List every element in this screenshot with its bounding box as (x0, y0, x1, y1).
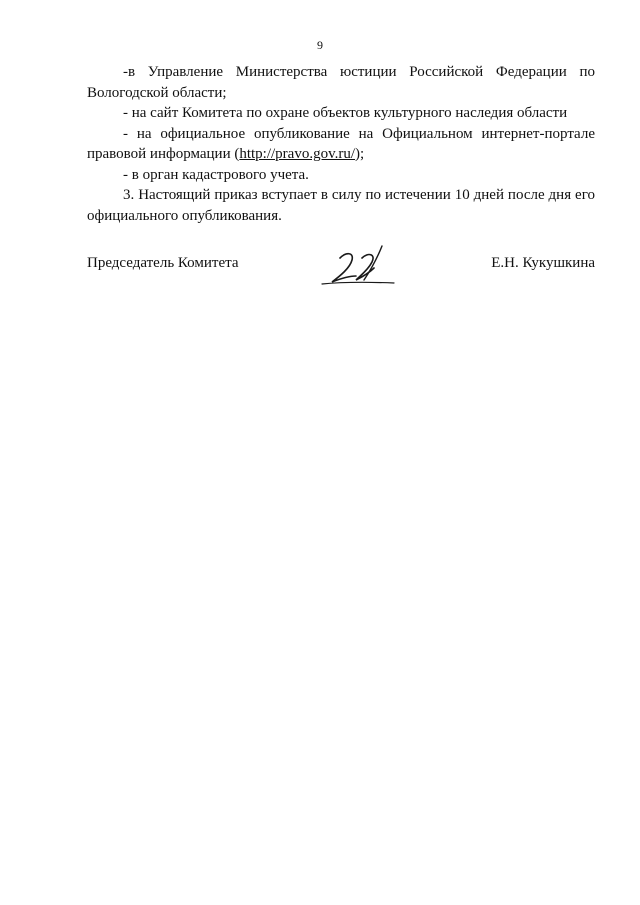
document-body (87, 62, 595, 226)
pravo-gov-link[interactable]: http://pravo.gov.ru/ (239, 146, 356, 162)
paragraph-text-before-link: - на официальное опубликование на Официальном интернет-портале правовой информации ( (87, 125, 595, 162)
paragraph-committee-site: - на сайт Комитета по охране объектов культурного наследия области (123, 105, 568, 121)
signatory-role: Председатель Комитета (87, 255, 239, 271)
paragraph-cadastral-body: - в орган кадастрового учета. (123, 166, 309, 183)
signatory-name: Е.Н. Кукушкина (491, 255, 595, 271)
paragraph-text-after-link: ); (355, 146, 365, 162)
handwritten-signature (318, 242, 398, 292)
paragraph-effective-date: 3. Настоящий приказ вступает в силу по истечении 10 дней после дня его официального опубликования. (87, 187, 595, 224)
paragraph-official-publication (87, 124, 595, 165)
page-number: 9 (317, 38, 323, 52)
paragraph-ministry-justice: -в Управление Министерства юстиции Российской Федерации по Вологодской области; (87, 64, 595, 101)
